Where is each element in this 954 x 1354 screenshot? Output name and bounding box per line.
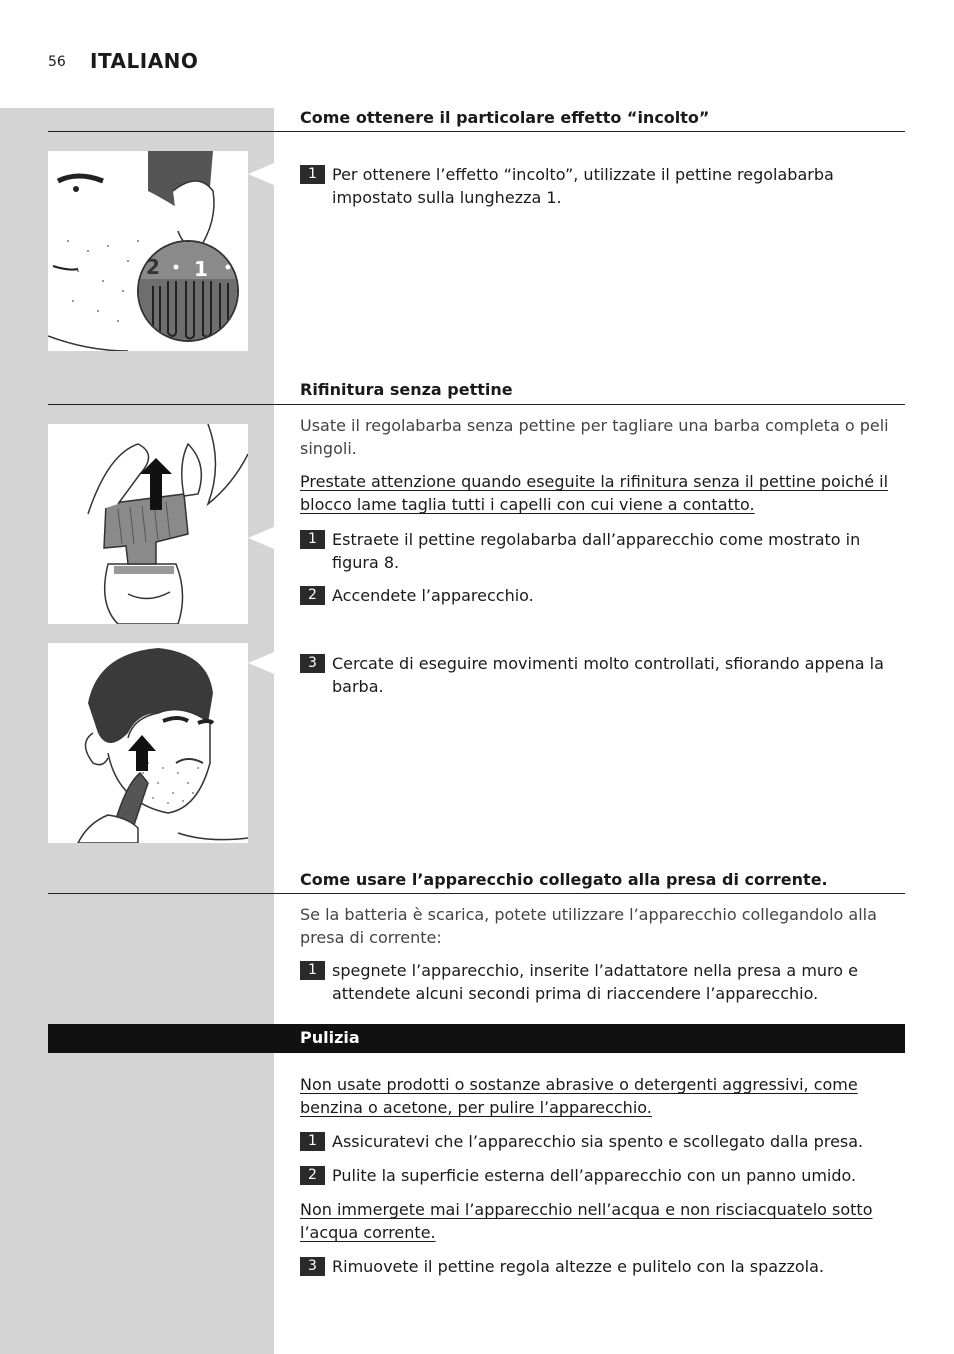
warning-paragraph: Non immergete mai l’apparecchio nell’acqua e non risciacquatelo sotto l’acqua corrente. [300,1200,873,1242]
step-number: 1 [300,165,325,184]
step-item [300,163,904,209]
figure-pointer [248,163,274,185]
figure-stubble-comb [48,151,248,351]
step-item [300,584,904,607]
step-number: 3 [300,1257,325,1276]
language-heading: ITALIANO [90,49,199,73]
step-number: 1 [300,961,325,980]
step-text: Assicuratevi che l’apparecchio sia spento e scollegato dalla presa. [332,1132,864,1151]
warning-paragraph: Non usate prodotti o sostanze abrasive o detergenti aggressivi, come benzina o acetone, per pulire l’apparecchio. [300,1075,858,1117]
step-item [300,1130,904,1153]
step-number: 1 [300,530,325,549]
section-title-cleaning: Pulizia [300,1028,360,1047]
remove-comb-illustration [48,424,248,624]
figure-pointer [248,527,274,549]
step-text: spegnete l’apparecchio, inserite l’adattatore nella presa a muro e attendete alcuni secondi prima di riaccendere l’apparecchio. [332,961,858,1003]
figure-remove-comb [48,424,248,624]
step-item [300,528,904,574]
step-text: Rimuovete il pettine regola altezze e pulitelo con la spazzola. [332,1257,824,1276]
step-number: 2 [300,586,325,605]
intro-paragraph: Usate il regolabarba senza pettine per tagliare una barba completa o peli singoli. [300,416,889,458]
figure-label-1: 1 [194,257,208,281]
section-title-mains-operation: Come usare l’apparecchio collegato alla presa di corrente. [300,870,828,889]
section-divider [48,893,905,894]
step-text: Accendete l’apparecchio. [332,586,534,605]
step-item [300,959,904,1005]
step-number: 2 [300,1166,325,1185]
section-divider [48,131,905,132]
step-item [300,1164,904,1187]
warning-paragraph: Prestate attenzione quando eseguite la rifinitura senza il pettine poiché il blocco lame taglia tutti i capelli con cui viene a contatto. [300,472,889,514]
beard-trimmer-comb-illustration [48,151,248,351]
step-number: 3 [300,654,325,673]
step-text: Estraete il pettine regolabarba dall’apparecchio come mostrato in figura 8. [332,530,861,572]
step-text: Pulite la superficie esterna dell’apparecchio con un panno umido. [332,1166,857,1185]
step-text: Cercate di eseguire movimenti molto controllati, sfiorando appena la barba. [332,654,884,696]
figure-label-2: 2 [146,255,160,279]
step-item [300,652,904,698]
figure-trimming-motion [48,643,248,843]
section-title-trimming-without-comb: Rifinitura senza pettine [300,380,513,399]
step-number: 1 [300,1132,325,1151]
intro-paragraph: Se la batteria è scarica, potete utilizzare l’apparecchio collegandolo alla presa di corrente: [300,905,877,947]
page-number: 56 [48,54,66,70]
section-bar-cleaning [48,1024,905,1053]
step-text: Per ottenere l’effetto “incolto”, utilizzate il pettine regolabarba impostato sulla lunghezza 1. [332,165,834,207]
section-title-stubble: Come ottenere il particolare effetto “incolto” [300,108,710,127]
step-item [300,1255,904,1278]
trimming-motion-illustration [48,643,248,843]
figure-pointer [248,652,274,674]
section-divider [48,404,905,405]
